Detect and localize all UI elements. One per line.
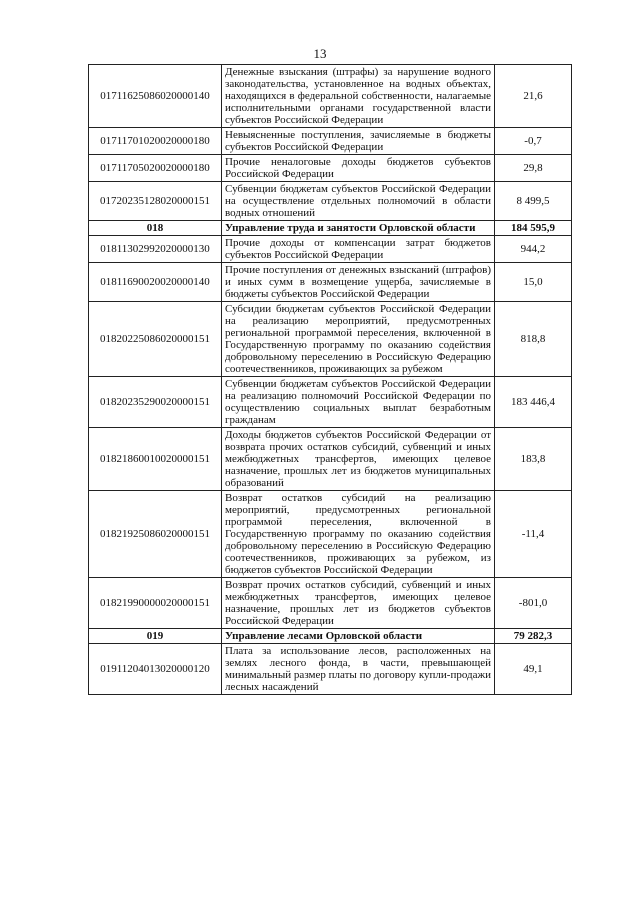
page-number: 13: [313, 46, 327, 61]
budget-code-cell: 01820235290020000151: [89, 377, 222, 428]
amount-cell: 944,2: [495, 236, 572, 263]
description-cell: Денежные взыскания (штрафы) за нарушение водного законодательства, установленное на водных объектах, находящихся в федеральной собственности, налагаемые исполнительными органами государственной власти субъектов Российской Федерации: [222, 65, 495, 128]
budget-code-cell: 01911204013020000120: [89, 644, 222, 695]
amount-cell: 183 446,4: [495, 377, 572, 428]
amount-cell: 49,1: [495, 644, 572, 695]
amount-cell: -11,4: [495, 491, 572, 578]
amount-cell: -801,0: [495, 578, 572, 629]
description-cell: Возврат остатков субсидий на реализацию мероприятий, предусмотренных региональной программой переселения, включенной в Государственную программу по оказанию содействия добровольному переселению в Российскую Федерацию соотечественников, проживающих за рубежом, из бюджетов субъектов Российской Федерации: [222, 491, 495, 578]
table-row: [89, 578, 572, 629]
description-cell: Возврат прочих остатков субсидий, субвенций и иных межбюджетных трансфертов, имеющих целевое назначение, прошлых лет из бюджетов субъектов Российской Федерации: [222, 578, 495, 629]
table-row: [89, 377, 572, 428]
budget-table-body: [89, 65, 572, 695]
budget-code-cell: 01821860010020000151: [89, 428, 222, 491]
table-row: [89, 644, 572, 695]
table-row: [89, 491, 572, 578]
department-name-cell: Управление труда и занятости Орловской области: [222, 221, 495, 236]
description-cell: Прочие поступления от денежных взысканий (штрафов) и иных сумм в возмещение ущерба, зачисляемые в бюджеты субъектов Российской Федерации: [222, 263, 495, 302]
budget-code-cell: 01811690020020000140: [89, 263, 222, 302]
table-row: [89, 155, 572, 182]
budget-code-cell: 01821925086020000151: [89, 491, 222, 578]
department-code-cell: 019: [89, 629, 222, 644]
amount-cell: 8 499,5: [495, 182, 572, 221]
amount-cell: -0,7: [495, 128, 572, 155]
amount-cell: 15,0: [495, 263, 572, 302]
description-cell: Прочие доходы от компенсации затрат бюджетов субъектов Российской Федерации: [222, 236, 495, 263]
department-total-cell: 184 595,9: [495, 221, 572, 236]
description-cell: Субвенции бюджетам субъектов Российской Федерации на реализацию полномочий Российской Федерации по осуществлению социальных выплат безработным гражданам: [222, 377, 495, 428]
amount-cell: 29,8: [495, 155, 572, 182]
table-row: [89, 128, 572, 155]
budget-code-cell: 01711701020020000180: [89, 128, 222, 155]
table-row: [89, 302, 572, 377]
description-cell: Субвенции бюджетам субъектов Российской Федерации на осуществление отдельных полномочий в области водных отношений: [222, 182, 495, 221]
amount-cell: 818,8: [495, 302, 572, 377]
table-row: [89, 428, 572, 491]
budget-code-cell: 01711705020020000180: [89, 155, 222, 182]
budget-revenue-table: [88, 64, 572, 695]
department-total-cell: 79 282,3: [495, 629, 572, 644]
budget-code-cell: 01821990000020000151: [89, 578, 222, 629]
description-cell: Субсидии бюджетам субъектов Российской Федерации на реализацию мероприятий, предусмотренных региональной программой переселения, включенной в Государственную программу по оказанию содействия добровольному переселению в Российскую Федерацию соотечественников, проживающих за рубежом: [222, 302, 495, 377]
department-name-cell: Управление лесами Орловской области: [222, 629, 495, 644]
description-cell: Доходы бюджетов субъектов Российской Федерации от возврата прочих остатков субсидий, субвенций и иных межбюджетных трансфертов, имеющих целевое назначение, прошлых лет из бюджетов муниципальных образований: [222, 428, 495, 491]
amount-cell: 21,6: [495, 65, 572, 128]
budget-code-cell: 01811302992020000130: [89, 236, 222, 263]
table-row: [89, 236, 572, 263]
table-row: [89, 182, 572, 221]
amount-cell: 183,8: [495, 428, 572, 491]
table-row: [89, 263, 572, 302]
budget-code-cell: 01820225086020000151: [89, 302, 222, 377]
department-code-cell: 018: [89, 221, 222, 236]
budget-code-cell: 01711625086020000140: [89, 65, 222, 128]
table-row: [89, 65, 572, 128]
description-cell: Прочие неналоговые доходы бюджетов субъектов Российской Федерации: [222, 155, 495, 182]
description-cell: Невыясненные поступления, зачисляемые в бюджеты субъектов Российской Федерации: [222, 128, 495, 155]
section-header-row: [89, 629, 572, 644]
budget-code-cell: 01720235128020000151: [89, 182, 222, 221]
description-cell: Плата за использование лесов, расположенных на землях лесного фонда, в части, превышающей минимальный размер платы по договору купли-продажи лесных насаждений: [222, 644, 495, 695]
section-header-row: [89, 221, 572, 236]
